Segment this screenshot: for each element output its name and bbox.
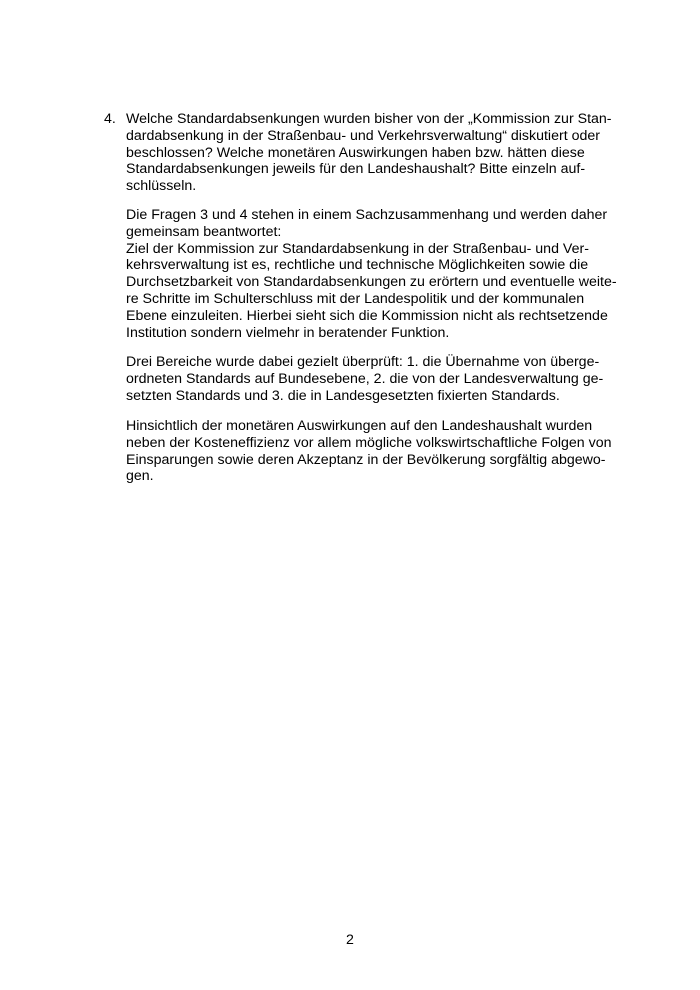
- answer-line: Drei Bereiche wurde dabei gezielt überprüft: 1. die Übernahme von überge-: [126, 354, 600, 370]
- answer-line: Durchsetzbarkeit von Standardabsenkungen zu erörtern und eventuelle weite-: [126, 274, 617, 291]
- question-number: 4.: [104, 111, 116, 127]
- answer-line: Ziel der Kommission zur Standardabsenkung in der Straßenbau- und Ver-: [126, 240, 589, 257]
- question-text: [126, 111, 624, 195]
- answer-line: re Schritte im Schulterschluss mit der Landespolitik und der kommunalen: [126, 290, 585, 307]
- page-number: 2: [346, 932, 354, 948]
- answer-line: Institution sondern vielmehr in beratender Funktion.: [126, 324, 450, 341]
- question-line: Welche Standardabsenkungen wurden bisher von der „Kommission zur Stan-: [126, 111, 612, 127]
- answer-line: setzten Standards und 3. die in Landesgesetzten fixierten Standards.: [126, 387, 560, 404]
- answer-paragraph-areas: [126, 354, 626, 404]
- answer-line: gen.: [126, 468, 154, 485]
- answer-line: gemeinsam beantwortet:: [126, 223, 282, 240]
- answer-line: Die Fragen 3 und 4 stehen in einem Sachzusammenhang und werden daher: [126, 207, 608, 223]
- answer-line: neben der Kosteneffizienz vor allem mögliche volkswirtschaftliche Folgen von: [126, 434, 612, 451]
- answer-paragraph-monetary: [126, 418, 626, 485]
- question-line: Standardabsenkungen jeweils für den Landeshaushalt? Bitte einzeln auf-: [126, 161, 586, 178]
- question-line: dardabsenkung in der Straßenbau- und Verkehrsverwaltung“ diskutiert oder: [126, 127, 600, 144]
- question-line: beschlossen? Welche monetären Auswirkungen haben bzw. hätten diese: [126, 144, 585, 161]
- answer-line: Hinsichtlich der monetären Auswirkungen auf den Landeshaushalt wurden: [126, 418, 593, 434]
- question-line: schlüsseln.: [126, 178, 197, 195]
- answer-line: kehrsverwaltung ist es, rechtliche und technische Möglichkeiten sowie die: [126, 257, 589, 274]
- answer-paragraph-intro: [126, 207, 626, 341]
- answer-line: Einsparungen sowie deren Akzeptanz in der Bevölkerung sorgfältig abgewo-: [126, 451, 606, 468]
- answer-line: ordneten Standards auf Bundesebene, 2. die von der Landesverwaltung ge-: [126, 370, 604, 387]
- answer-line: Ebene einzuleiten. Hierbei sieht sich die Kommission nicht als rechtsetzende: [126, 307, 608, 324]
